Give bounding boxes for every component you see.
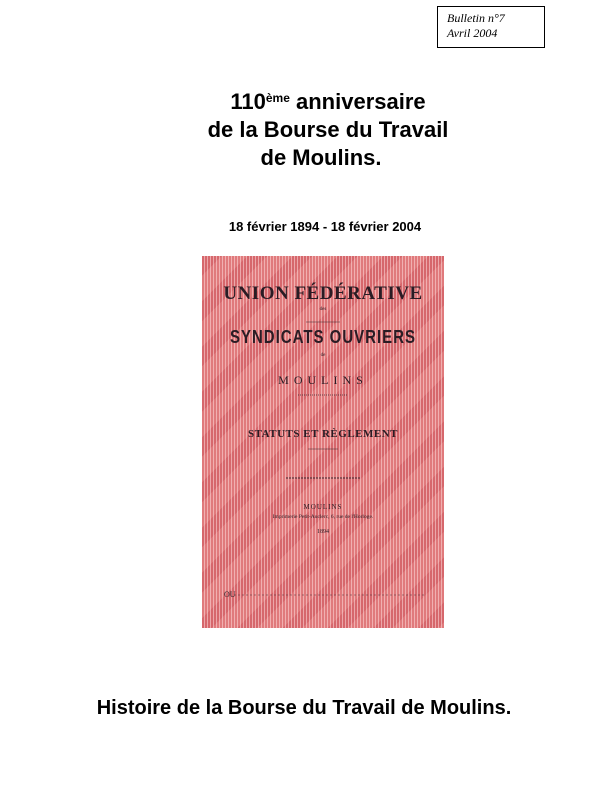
cover-word-des: des bbox=[319, 307, 327, 312]
section-heading: Histoire de la Bourse du Travail de Moulins. bbox=[96, 697, 512, 719]
title-line-1 bbox=[0, 88, 600, 116]
cover-imprint: Imprimerie Petit-Auclerc, 6, rue de l'Horloge. bbox=[272, 514, 374, 520]
bulletin-date: Avril 2004 bbox=[447, 26, 498, 40]
title-number: 110 bbox=[230, 89, 266, 114]
title-ordinal-suffix: ème bbox=[265, 91, 290, 105]
bulletin-info-box bbox=[437, 6, 545, 48]
booklet-cover-image bbox=[202, 256, 444, 628]
cover-mark: OU bbox=[224, 590, 236, 599]
cover-word-de: de bbox=[320, 353, 326, 358]
cover-statuts: STATUTS ET RÈGLEMENT bbox=[248, 428, 398, 440]
bulletin-number: Bulletin n°7 bbox=[447, 11, 505, 25]
anniversary-dates: 18 février 1894 - 18 février 2004 bbox=[228, 219, 422, 234]
cover-city: MOULINS bbox=[278, 373, 368, 387]
cover-title-syndicats: SYNDICATS OUVRIERS bbox=[229, 326, 417, 349]
cover-year: 1894 bbox=[317, 529, 329, 535]
title-line-3: de Moulins. bbox=[260, 145, 382, 170]
page-title bbox=[0, 88, 600, 172]
title-line-1-rest: anniversaire bbox=[289, 89, 426, 114]
title-line-2: de la Bourse du Travail bbox=[207, 117, 449, 142]
cover-title-union: UNION FÉDÉRATIVE bbox=[223, 283, 423, 304]
cover-imprint-city: MOULINS bbox=[303, 503, 343, 511]
